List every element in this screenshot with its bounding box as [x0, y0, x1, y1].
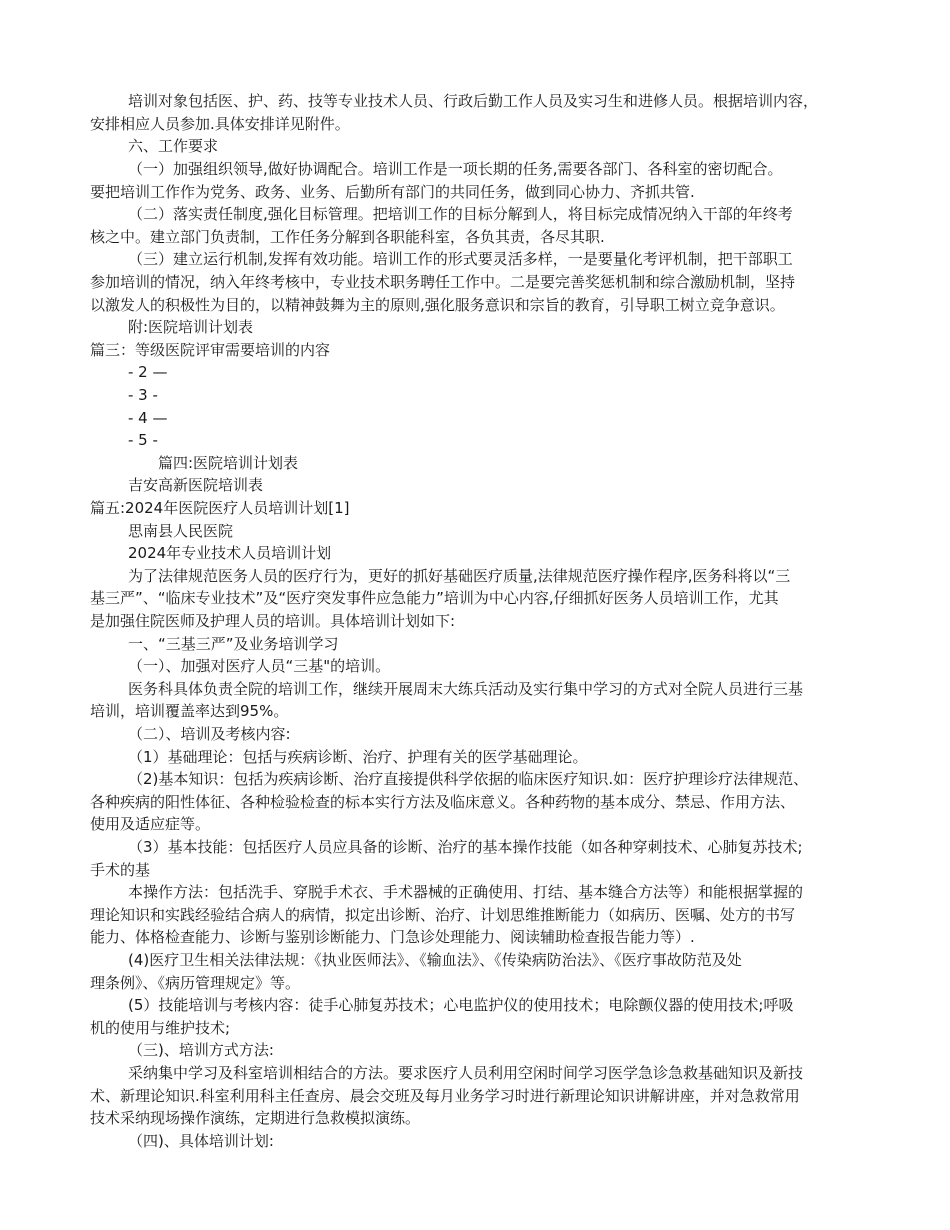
paragraph-line: 各种疾病的阳性体征、各种检验检查的标本实行方法及临床意义。各种药物的基本成分、禁忌、作用方法、: [90, 793, 796, 811]
chapter-heading: 篇四:医院培训计划表: [158, 454, 299, 472]
paragraph-line: 能力、体格检查能力、诊断与鉴别诊断能力、门急诊处理能力、阅读辅助检查报告能力等）.: [90, 928, 695, 946]
subsection-heading: （一）、加强对医疗人员“三基"的培训。: [128, 657, 391, 675]
paragraph-line: （二）落实责任制度,强化目标管理。把培训工作的目标分解到人，将目标完成情况纳入干部的年终考: [128, 205, 793, 223]
section-heading: 一、“三基三严”及业务培训学习: [128, 635, 339, 653]
paragraph-line: （3）基本技能：包括医疗人员应具备的诊断、治疗的基本操作技能（如各种穿刺技术、心肺复苏技术;: [128, 838, 803, 856]
paragraph-line: 理论知识和实践经验结合病人的病情，拟定出诊断、治疗、计划思维推断能力（如病历、医嘱、处方的书写: [90, 906, 796, 924]
paragraph-line: （一）加强组织领导,做好协调配合。培训工作是一项长期的任务,需要各部门、各科室的密切配合。: [128, 160, 783, 178]
subsection-heading: （二）、培训及考核内容:: [128, 725, 291, 743]
paragraph-line: （三）建立运行机制,发挥有效功能。培训工作的形式要灵活多样，一是要量化考评机制，把干部职工: [128, 250, 793, 268]
paragraph-line: 核之中。建立部门负责制，工作任务分解到各职能科室，各负其责，各尽其职.: [90, 228, 605, 246]
paragraph-line: 使用及适应症等。: [90, 815, 211, 833]
organization-name: 思南县人民医院: [128, 522, 234, 540]
plan-title: 2024年专业技术人员培训计划: [128, 544, 332, 562]
page-number-marker: - 2 —: [128, 363, 168, 381]
chapter-heading: 篇三：等级医院评审需要培训的内容: [90, 341, 331, 359]
paragraph-line: 为了法律规范医务人员的医疗行为，更好的抓好基础医疗质量,法律规范医疗操作程序,医务科将以“三: [128, 567, 791, 585]
subsection-heading: （四)、具体培训计划:: [128, 1132, 274, 1150]
page-number-marker: - 5 -: [128, 431, 158, 449]
paragraph-line: （2)基本知识：包括为疾病诊断、治疗直接提供科学依据的临床医疗知识.如：医疗护理诊疗法律规范、: [128, 770, 809, 788]
page-number-marker: - 3 -: [128, 386, 158, 404]
paragraph-line: 安排相应人员参加.具体安排详见附件。: [90, 115, 350, 133]
paragraph-line: 理条例》、《病历管理规定》等。: [90, 974, 301, 992]
paragraph-line: (4)医疗卫生相关法律法规：《执业医师法》、《输血法》、《传染病防治法》、《医疗事故防范及处: [128, 951, 742, 969]
paragraph-line: 手术的基: [90, 861, 151, 879]
paragraph-line: 以激发人的积极性为目的，以精神鼓舞为主的原则,强化服务意识和宗旨的教育，引导职工树立竞争意识。: [90, 296, 785, 314]
chapter-heading: 篇五:2024年医院医疗人员培训计划[1]: [90, 499, 350, 517]
paragraph-line: 机的使用与维护技术;: [90, 1019, 231, 1037]
paragraph-line: 培训，培训覆盖率达到95%。: [90, 702, 289, 720]
subtitle-line: 吉安高新医院培训表: [128, 476, 264, 494]
subsection-heading: （三)、培训方式方法:: [128, 1041, 274, 1059]
paragraph-line: 培训对象包括医、护、药、技等专业技术人员、行政后勤工作人员及实习生和进修人员。根据培训内容，: [128, 92, 819, 110]
paragraph-line: 技术采纳现场操作演练，定期进行急救模拟演练。: [90, 1109, 421, 1127]
page-number-marker: - 4 —: [128, 409, 168, 427]
paragraph-line: 术、新理论知识.科室利用科主任查房、晨会交班及每月业务学习时进行新理论知识讲解讲座，并对急救常用: [90, 1087, 800, 1105]
paragraph-line: (5）技能培训与考核内容：徒手心肺复苏技术；心电监护仪的使用技术；电除颤仪器的使用技术;呼吸: [128, 996, 794, 1014]
paragraph-line: 参加培训的情况，纳入年终考核中，专业技术职务聘任工作中。二是要完善奖惩机制和综合激励机制，坚持: [90, 273, 796, 291]
paragraph-line: 基三严”、“临床专业技术”及“医疗突发事件应急能力”培训为中心内容,仔细抓好医务人员培训工作，尤其: [90, 589, 779, 607]
paragraph-line: 医务科具体负责全院的培训工作，继续开展周末大练兵活动及实行集中学习的方式对全院人员进行三基: [128, 680, 804, 698]
paragraph-line: 是加强住院医师及护理人员的培训。具体培训计划如下:: [90, 612, 456, 630]
paragraph-line: （1）基础理论：包括与疾病诊断、治疗、护理有关的医学基础理论。: [128, 748, 588, 766]
section-heading: 六、工作要求: [128, 137, 219, 155]
paragraph-line: 要把培训工作作为党务、政务、业务、后勤所有部门的共同任务，做到同心协力、齐抓共管.: [90, 183, 695, 201]
paragraph-line: 本操作方法：包括洗手、穿脱手术衣、手术器械的正确使用、打结、基本缝合方法等）和能根据掌握的: [128, 883, 804, 901]
attachment-note: 附:医院培训计划表: [128, 318, 254, 336]
paragraph-line: 采纳集中学习及科室培训相结合的方法。要求医疗人员利用空闲时间学习医学急诊急救基础知识及新技: [128, 1064, 804, 1082]
